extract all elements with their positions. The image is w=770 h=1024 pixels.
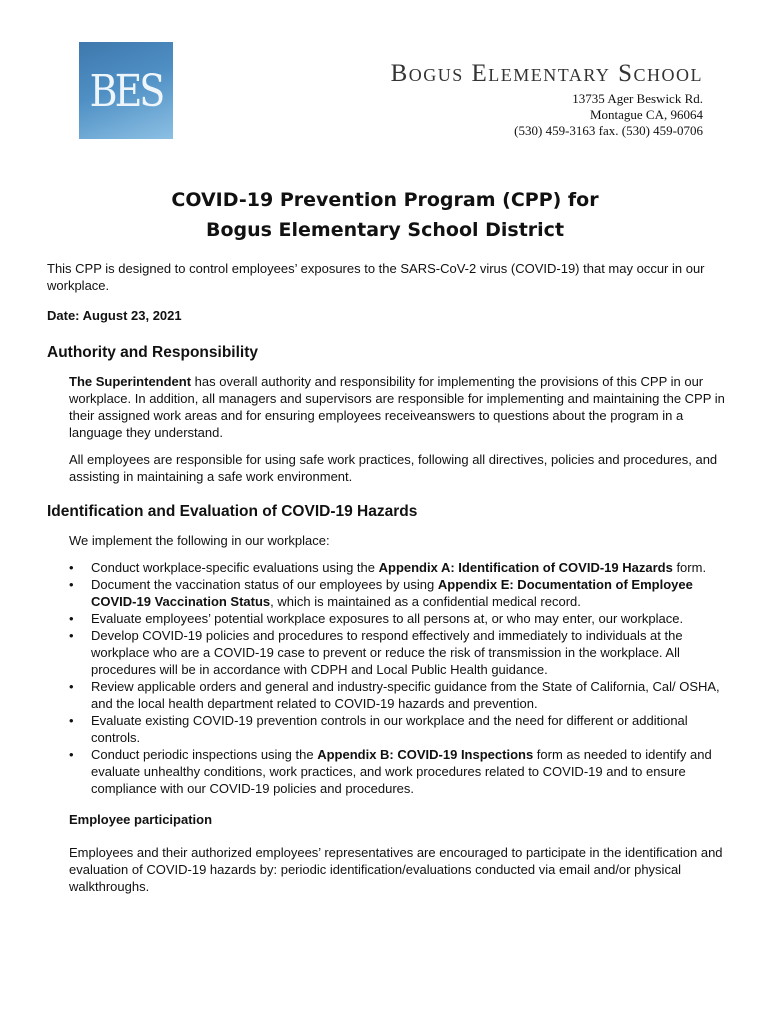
participation-paragraph: Employees and their authorized employees’ representatives are encouraged to participate in the identification and evaluation of COVID-19 hazards by: periodic identification/evaluations conducted via email and/or physical walkthroughs.: [69, 845, 723, 894]
list-item: [69, 712, 727, 746]
list-item-bold: Appendix E: Documentation of Employee COVID-19 Vaccination Status: [91, 577, 693, 609]
list-item-text: Develop COVID-19 policies and procedures to respond effectively and immediately to individuals at the workplace who are a COVID-19 case to prevent or reduce the risk of transmission in the workplace. All procedures will be in accordance with CDPH and Local Public Health guidance.: [91, 628, 683, 677]
bullet-icon: •: [69, 679, 74, 694]
logo-text: BES: [89, 65, 163, 116]
bullet-icon: •: [69, 611, 74, 626]
authority-paragraph-1: [69, 373, 727, 441]
title-line-2: Bogus Elementary School District: [205, 219, 565, 241]
identification-heading: Identification and Evaluation of COVID-19 Hazards: [47, 503, 418, 520]
address-line-2: Montague CA, 96064: [589, 107, 703, 122]
address-line-1: 13735 Ager Beswick Rd.: [572, 91, 703, 106]
title-line-1: COVID-19 Prevention Program (CPP) for: [171, 189, 599, 211]
list-item: [69, 678, 727, 712]
list-item-text: Conduct workplace-specific evaluations using the: [91, 560, 379, 575]
list-item-bold: Appendix A: Identification of COVID-19 Hazards: [378, 560, 673, 575]
list-item-text: Document the vaccination status of our employees by using: [91, 577, 438, 592]
school-header: [391, 60, 703, 139]
document-title: [0, 185, 770, 245]
phone-fax: (530) 459-3163 fax. (530) 459-0706: [514, 123, 703, 138]
authority-paragraph-2: All employees are responsible for using safe work practices, following all directives, policies and procedures, and assisting in maintaining a safe work environment.: [69, 452, 718, 484]
intro-paragraph: This CPP is designed to control employees’ exposures to the SARS-CoV-2 virus (COVID-19) that may occur in our workplace.: [47, 261, 705, 293]
list-item: [69, 746, 727, 797]
list-item-text: Evaluate employees’ potential workplace exposures to all persons at, or who may enter, our workplace.: [91, 611, 684, 626]
list-item: [69, 576, 727, 610]
superintendent-label: The Superintendent: [69, 374, 192, 389]
bullet-icon: •: [69, 628, 74, 643]
list-item-text: Evaluate existing COVID-19 prevention controls in our workplace and the need for different or additional controls.: [91, 713, 688, 745]
list-item-text: Review applicable orders and general and industry-specific guidance from the State of California, Cal/ OSHA, and the local health department related to COVID-19 hazards and prevention.: [91, 679, 720, 711]
school-logo: [79, 42, 173, 139]
list-item-bold: Appendix B: COVID-19 Inspections: [317, 747, 534, 762]
authority-paragraph-1-text: has overall authority and responsibility for implementing the provisions of this CPP in our workplace. In addition, all managers and supervisors are responsible for implementing and maintaining the CPP in their assigned work areas and for ensuring employees receiveanswers to questions about the program in a language they understand.: [69, 374, 725, 440]
authority-heading: Authority and Responsibility: [47, 344, 258, 361]
list-item: [69, 627, 727, 678]
bullet-icon: •: [69, 577, 74, 592]
bullet-icon: •: [69, 747, 74, 762]
list-item: [69, 559, 727, 576]
participation-heading: Employee participation: [69, 812, 213, 827]
bullet-icon: •: [69, 713, 74, 728]
school-name: Bogus Elementary School: [390, 60, 703, 87]
list-item-text: form as needed to identify and evaluate unhealthy conditions, work practices, and work procedures related to COVID-19 and to ensure compliance with our COVID-19 policies and procedures.: [91, 747, 712, 796]
document-body: [47, 260, 727, 905]
identification-list: [69, 559, 727, 797]
identification-lead: We implement the following in our workplace:: [69, 533, 330, 548]
document-date: Date: August 23, 2021: [47, 308, 182, 323]
list-item-text: Conduct periodic inspections using the: [91, 747, 318, 762]
list-item: [69, 610, 727, 627]
bullet-icon: •: [69, 560, 74, 575]
list-item-text: , which is maintained as a confidential medical record.: [270, 594, 581, 609]
list-item-text: form.: [672, 560, 707, 575]
